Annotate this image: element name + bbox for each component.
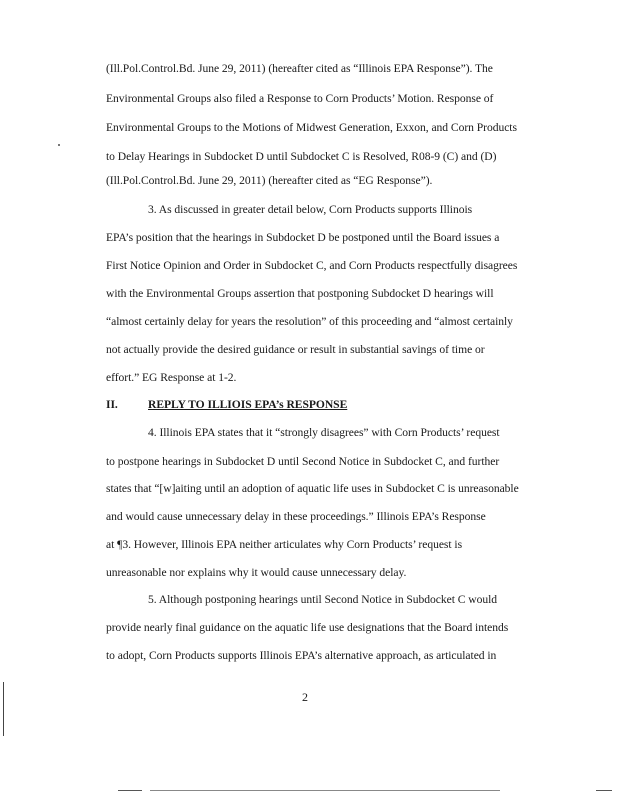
scan-mark — [58, 144, 60, 146]
text-line: states that “[w]aiting until an adoption of aquatic life uses in Subdocket C is unreasonable — [106, 482, 519, 495]
text-line: (Ill.Pol.Control.Bd. June 29, 2011) (hereafter cited as “Illinois EPA Response”). The — [106, 62, 493, 75]
text-line: to postpone hearings in Subdocket D until Second Notice in Subdocket C, and further — [106, 455, 500, 468]
text-line: unreasonable nor explains why it would cause unnecessary delay. — [106, 566, 407, 579]
section-heading — [106, 398, 546, 412]
scan-footer-rule — [150, 790, 500, 791]
section-number: II. — [106, 398, 118, 411]
text-line: not actually provide the desired guidance or result in substantial savings of time or — [106, 343, 485, 356]
section-title: REPLY TO ILLIOIS EPA’s RESPONSE — [148, 398, 348, 411]
page-number: 2 — [302, 690, 308, 704]
text-line: 4. Illinois EPA states that it “strongly disagrees” with Corn Products’ request — [148, 426, 500, 439]
text-line: at ¶3. However, Illinois EPA neither articulates why Corn Products’ request is — [106, 538, 463, 551]
text-line: provide nearly final guidance on the aquatic life use designations that the Board intends — [106, 621, 509, 634]
scan-footer-rule — [596, 790, 612, 791]
text-line: to adopt, Corn Products supports Illinois EPA’s alternative approach, as articulated in — [106, 649, 497, 662]
text-line: (Ill.Pol.Control.Bd. June 29, 2011) (hereafter cited as “EG Response”). — [106, 174, 433, 187]
text-line: EPA’s position that the hearings in Subdocket D be postponed until the Board issues a — [106, 231, 500, 244]
text-line: effort.” EG Response at 1-2. — [106, 371, 237, 384]
text-line: Environmental Groups to the Motions of Midwest Generation, Exxon, and Corn Products — [106, 121, 517, 134]
text-line: “almost certainly delay for years the resolution” of this proceeding and “almost certainly — [106, 315, 513, 328]
text-line: First Notice Opinion and Order in Subdocket C, and Corn Products respectfully disagrees — [106, 259, 518, 272]
scan-footer-rule — [118, 790, 142, 791]
text-line: 5. Although postponing hearings until Second Notice in Subdocket C would — [148, 593, 498, 606]
text-line: Environmental Groups also filed a Response to Corn Products’ Motion. Response of — [106, 92, 494, 105]
text-line: with the Environmental Groups assertion that postponing Subdocket D hearings will — [106, 287, 494, 300]
scan-margin-line — [3, 682, 4, 736]
text-line: to Delay Hearings in Subdocket D until Subdocket C is Resolved, R08-9 (C) and (D) — [106, 150, 497, 163]
text-line: and would cause unnecessary delay in these proceedings.” Illinois EPA’s Response — [106, 510, 486, 523]
text-line: 3. As discussed in greater detail below, Corn Products supports Illinois — [148, 203, 473, 216]
